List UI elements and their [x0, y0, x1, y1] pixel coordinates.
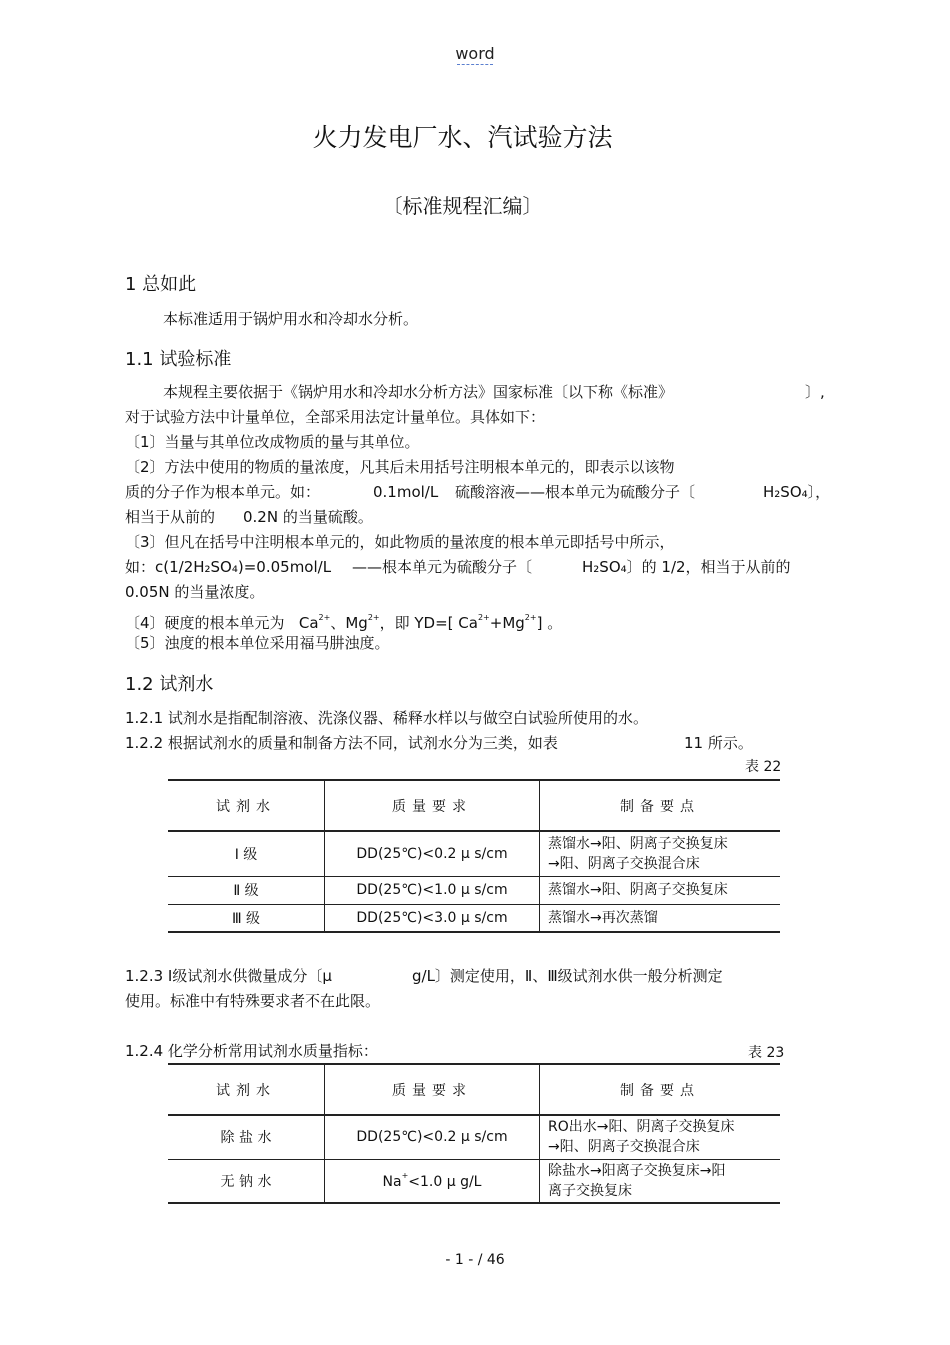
table-header-cell: 质量要求: [325, 780, 540, 831]
table-cell: [325, 1159, 540, 1203]
cell-line: →阳、阴离子交换混合床: [548, 855, 700, 872]
clause-1-2-4: 1.2.4 化学分析常用试剂水质量指标：: [125, 1042, 378, 1060]
table-23-label: 表 23: [748, 1045, 785, 1061]
page-number: - 1 - / 46: [445, 1252, 505, 1268]
ion-charge: 2+: [318, 613, 331, 622]
ion-ca: Ca: [458, 614, 478, 632]
paragraph-line-end: 〕,: [805, 383, 825, 401]
table-cell: [540, 831, 781, 876]
ion-ca: Ca: [298, 614, 319, 632]
list-item-2: 〔2〕方法中使用的物质的量浓度，凡其后未用括号注明根本单元的，即表示以该物: [125, 458, 675, 476]
clause-1-2-1: 1.2.1 试剂水是指配制溶液、洗涤仪器、稀释水样以与做空白试验所使用的水。: [125, 709, 648, 727]
formula-c: c(1/2H₂SO₄)=0.05mol/L: [155, 558, 332, 576]
table-row: [168, 876, 780, 904]
table-cell: 蒸馏水→阳、阴离子交换复床: [540, 876, 781, 904]
table-cell: 除 盐 水: [168, 1115, 325, 1159]
table-header-row: [168, 1064, 780, 1115]
clause-1-2-2-end: 11 所示。: [684, 734, 753, 752]
clause-1-2-2: 1.2.2 根据试剂水的质量和制备方法不同，试剂水分为三类，如表: [125, 734, 558, 752]
list-item-2-cont-d: 0.2N 的当量硫酸。: [243, 508, 373, 526]
clause-1-2-3-end: 使用。标准中有特殊要求者不在此限。: [125, 992, 381, 1010]
list-item-3-cont-d: 0.05N 的当量浓度。: [125, 583, 265, 601]
table-23: [168, 1063, 780, 1204]
table-header-cell: 制备要点: [540, 780, 781, 831]
cell-line: →阳、阴离子交换混合床: [548, 1139, 700, 1156]
clause-1-2-3-cont: g/L〕测定使用，Ⅱ、Ⅲ级试剂水供一般分析测定: [412, 967, 723, 985]
table-cell: 蒸馏水→再次蒸馏: [540, 904, 781, 932]
table-cell: Ⅱ 级: [168, 876, 325, 904]
list-item-1: 〔1〕当量与其单位改成物质的量与其单位。: [125, 433, 420, 451]
ion-charge: 2+: [367, 613, 380, 622]
table-cell: Ⅲ 级: [168, 904, 325, 932]
section-1-heading: 1 总如此: [125, 274, 197, 295]
table-cell: DD(25℃)<0.2 μ s/cm: [325, 831, 540, 876]
ion-mg: Mg: [345, 614, 368, 632]
table-row: [168, 1115, 780, 1159]
formula-end: ] 。: [536, 614, 563, 632]
cell-line: 离子交换复床: [548, 1182, 632, 1199]
table-header-cell: 制备要点: [540, 1064, 781, 1115]
concentration-value: 0.1mol/L: [373, 483, 439, 501]
list-item-4-text: 〔4〕硬度的根本单元为: [125, 614, 285, 632]
table-cell: 无 钠 水: [168, 1159, 325, 1203]
ion-na: Na: [382, 1174, 402, 1191]
header-word: word: [455, 44, 495, 63]
document-title: 火力发电厂水、汽试验方法: [312, 123, 613, 152]
list-item-3-cont-c: H₂SO₄〕的 1/2，相当于从前的: [582, 558, 791, 576]
list-item-2-cont-c: 相当于从前的: [125, 508, 216, 526]
list-item-4: [125, 608, 562, 633]
plus-sign: +: [489, 614, 503, 632]
list-item-2-cont: 质的分子作为根本单元。如：: [125, 483, 321, 501]
hardness-formula: ，即 YD=[: [379, 614, 459, 632]
table-cell: DD(25℃)<1.0 μ s/cm: [325, 876, 540, 904]
separator: 、: [330, 614, 346, 632]
table-header-cell: 试剂水: [168, 780, 325, 831]
cell-line: RO出水→阳、阴离子交换复床: [548, 1119, 735, 1136]
ion-charge: +: [401, 1171, 409, 1181]
list-item-2-cont-b: 硫酸溶液——根本单元为硫酸分子〔: [455, 483, 696, 501]
paragraph-line: 对于试验方法中计量单位，全部采用法定计量单位。具体如下：: [125, 408, 546, 426]
ion-charge: 2+: [524, 613, 537, 622]
clause-1-2-3: 1.2.3 Ⅰ级试剂水供微量成分〔μ: [125, 967, 332, 985]
table-22-label: 表 22: [745, 759, 782, 775]
list-item-3-cont-a: 如：: [125, 558, 156, 576]
list-item-5: 〔5〕浊度的根本单位采用福马肼浊度。: [125, 634, 390, 652]
header-underline: [457, 64, 493, 65]
section-1-body: 本标准适用于锅炉用水和冷却水分析。: [163, 310, 419, 328]
formula-h2so4: H₂SO₄〕，: [763, 483, 831, 501]
table-22: [168, 779, 780, 933]
cell-line: 除盐水→阳离子交换复床→阳: [548, 1162, 726, 1179]
document-subtitle: 〔标准规程汇编〕: [382, 194, 543, 218]
table-row: [168, 831, 780, 876]
table-cell: [540, 1159, 781, 1203]
section-1-2-heading: 1.2 试剂水: [125, 674, 214, 695]
table-header-cell: 质量要求: [325, 1064, 540, 1115]
table-cell: [540, 1115, 781, 1159]
table-header-row: [168, 780, 780, 831]
ion-charge: 2+: [477, 613, 490, 622]
table-row: [168, 1159, 780, 1203]
table-row: [168, 904, 780, 932]
table-cell: Ⅰ 级: [168, 831, 325, 876]
paragraph-line: 本规程主要依据于《锅炉用水和冷却水分析方法》国家标准〔以下称《标准》: [163, 383, 674, 401]
na-limit: <1.0 μ g/L: [408, 1174, 482, 1191]
ion-mg: Mg: [502, 614, 525, 632]
section-1-1-heading: 1.1 试验标准: [125, 349, 232, 370]
list-item-3-cont-b: ——根本单元为硫酸分子〔: [352, 558, 533, 576]
table-header-cell: 试剂水: [168, 1064, 325, 1115]
cell-line: 蒸馏水→阳、阴离子交换复床: [548, 835, 728, 852]
table-cell: DD(25℃)<3.0 μ s/cm: [325, 904, 540, 932]
list-item-3: 〔3〕但凡在括号中注明根本单元的，如此物质的量浓度的根本单元即括号中所示，: [125, 533, 675, 551]
table-cell: DD(25℃)<0.2 μ s/cm: [325, 1115, 540, 1159]
